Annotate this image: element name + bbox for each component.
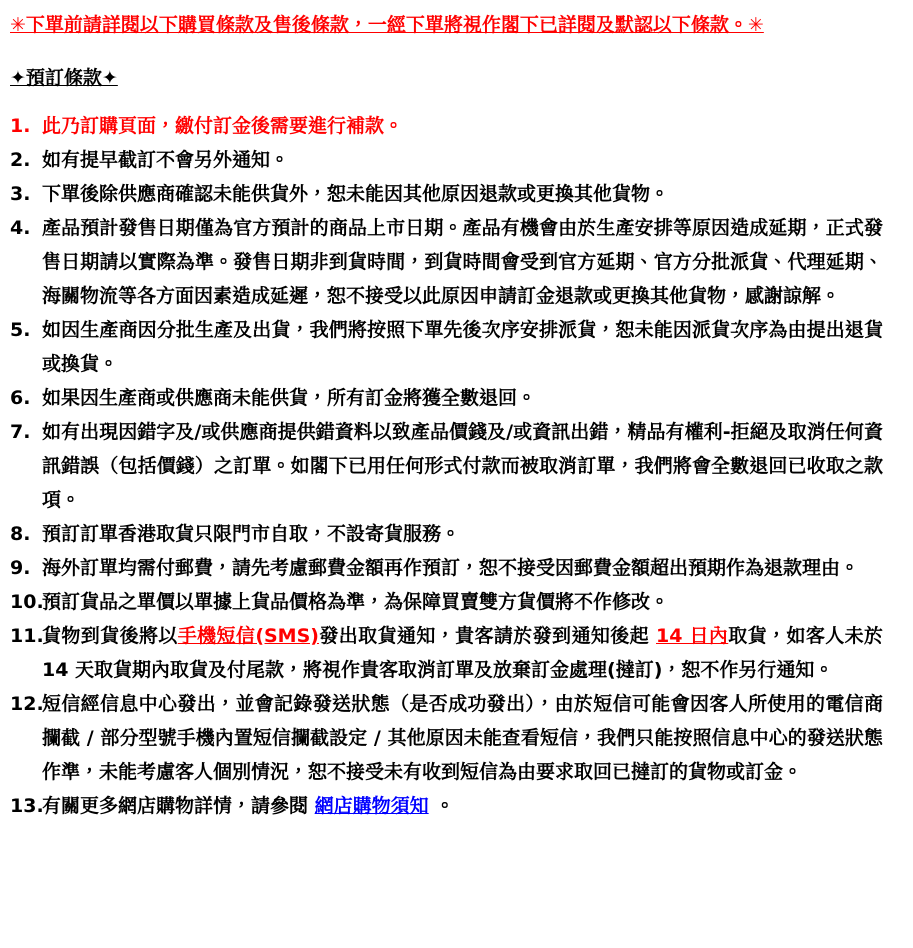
terms-list [10,109,883,823]
term-number: 12. [10,693,44,715]
term-number: 11. [10,625,44,647]
term-item-1 [10,109,883,143]
term-number: 5. [10,319,31,341]
term-number: 3. [10,183,31,205]
term-text: 此乃訂購頁面，繳付訂金後需要進行補款。 [42,115,404,137]
term-text: 如有出現因錯字及/或供應商提供錯資料以致產品價錢及/或資訊出錯，精品有權利-拒絕及取消任何資訊錯誤（包括價錢）之訂單。如閣下已用任何形式付款而被取消訂單，我們將會全數退回已收取之款項。 [42,421,883,511]
term-item-10 [10,585,883,619]
term-text: 如果因生產商或供應商未能供貨，所有訂金將獲全數退回。 [42,387,537,409]
term-item-6 [10,381,883,415]
term-item-3 [10,177,883,211]
term-number: 10. [10,591,44,613]
term-item-4 [10,211,883,313]
term-text: 貨物到貨後將以手機短信(SMS)發出取貨通知，貴客請於發到通知後起 14 日內取貨，如客人未於 14 天取貨期內取貨及付尾款，將視作貴客取消訂單及放棄訂金處理(撻訂)，恕不作另行通知。 [42,625,883,681]
term-number: 4. [10,217,31,239]
term-text: 預訂貨品之單價以單據上貨品價格為準，為保障買賣雙方貨價將不作修改。 [42,591,670,613]
term-item-9 [10,551,883,585]
pickup-deadline-highlight: 14 日內 [656,625,729,647]
term-text: 預訂訂單香港取貨只限門市自取，不設寄貨服務。 [42,523,461,545]
term-text: 如有提早截訂不會另外通知。 [42,149,290,171]
term-item-13 [10,789,883,823]
term-number: 6. [10,387,31,409]
term-text: 如因生產商因分批生產及出貨，我們將按照下單先後次序安排派貨，恕未能因派貨次序為由提出退貨或換貨。 [42,319,883,375]
term-item-2 [10,143,883,177]
term-number: 7. [10,421,31,443]
term-text: 有關更多網店購物詳情，請參閱 網店購物須知 。 [42,795,455,817]
term-text: 產品預計發售日期僅為官方預計的商品上市日期。產品有機會由於生產安排等原因造成延期，正式發售日期請以實際為準。發售日期非到貨時間，到貨時間會受到官方延期、官方分批派貨、代理延期、海關物流等各方面因素造成延遲，恕不接受以此原因申請訂金退款或更換其他貨物，感謝諒解。 [42,217,883,307]
term-item-12 [10,687,883,789]
term-number: 8. [10,523,31,545]
term-number: 2. [10,149,31,171]
term-text: 海外訂單均需付郵費，請先考慮郵費金額再作預訂，恕不接受因郵費金額超出預期作為退款理由。 [42,557,860,579]
term-item-11 [10,619,883,687]
term-item-8 [10,517,883,551]
shop-guide-link[interactable]: 網店購物須知 [314,795,429,817]
purchase-terms-notice-title: ✳下單前請詳閱以下購買條款及售後條款，一經下單將視作閣下已詳閱及默認以下條款。✳ [10,14,764,36]
term-number: 9. [10,557,31,579]
term-item-5 [10,313,883,381]
term-item-7 [10,415,883,517]
term-text: 短信經信息中心發出，並會記錄發送狀態（是否成功發出），由於短信可能會因客人所使用的電信商攔截 / 部分型號手機內置短信攔截設定 / 其他原因未能查看短信，我們只能按照信息中心的發送狀態作準，未能考慮客人個別情況，恕不接受未有收到短信為由要求取回已撻訂的貨物或訂金。 [42,693,883,783]
term-text: 下單後除供應商確認未能供貨外，恕未能因其他原因退款或更換其他貨物。 [42,183,670,205]
term-number: 13. [10,795,44,817]
sms-notice-highlight: 手機短信(SMS) [177,625,319,647]
term-number: 1. [10,115,31,137]
preorder-terms-heading: ✦預訂條款✦ [10,67,118,89]
